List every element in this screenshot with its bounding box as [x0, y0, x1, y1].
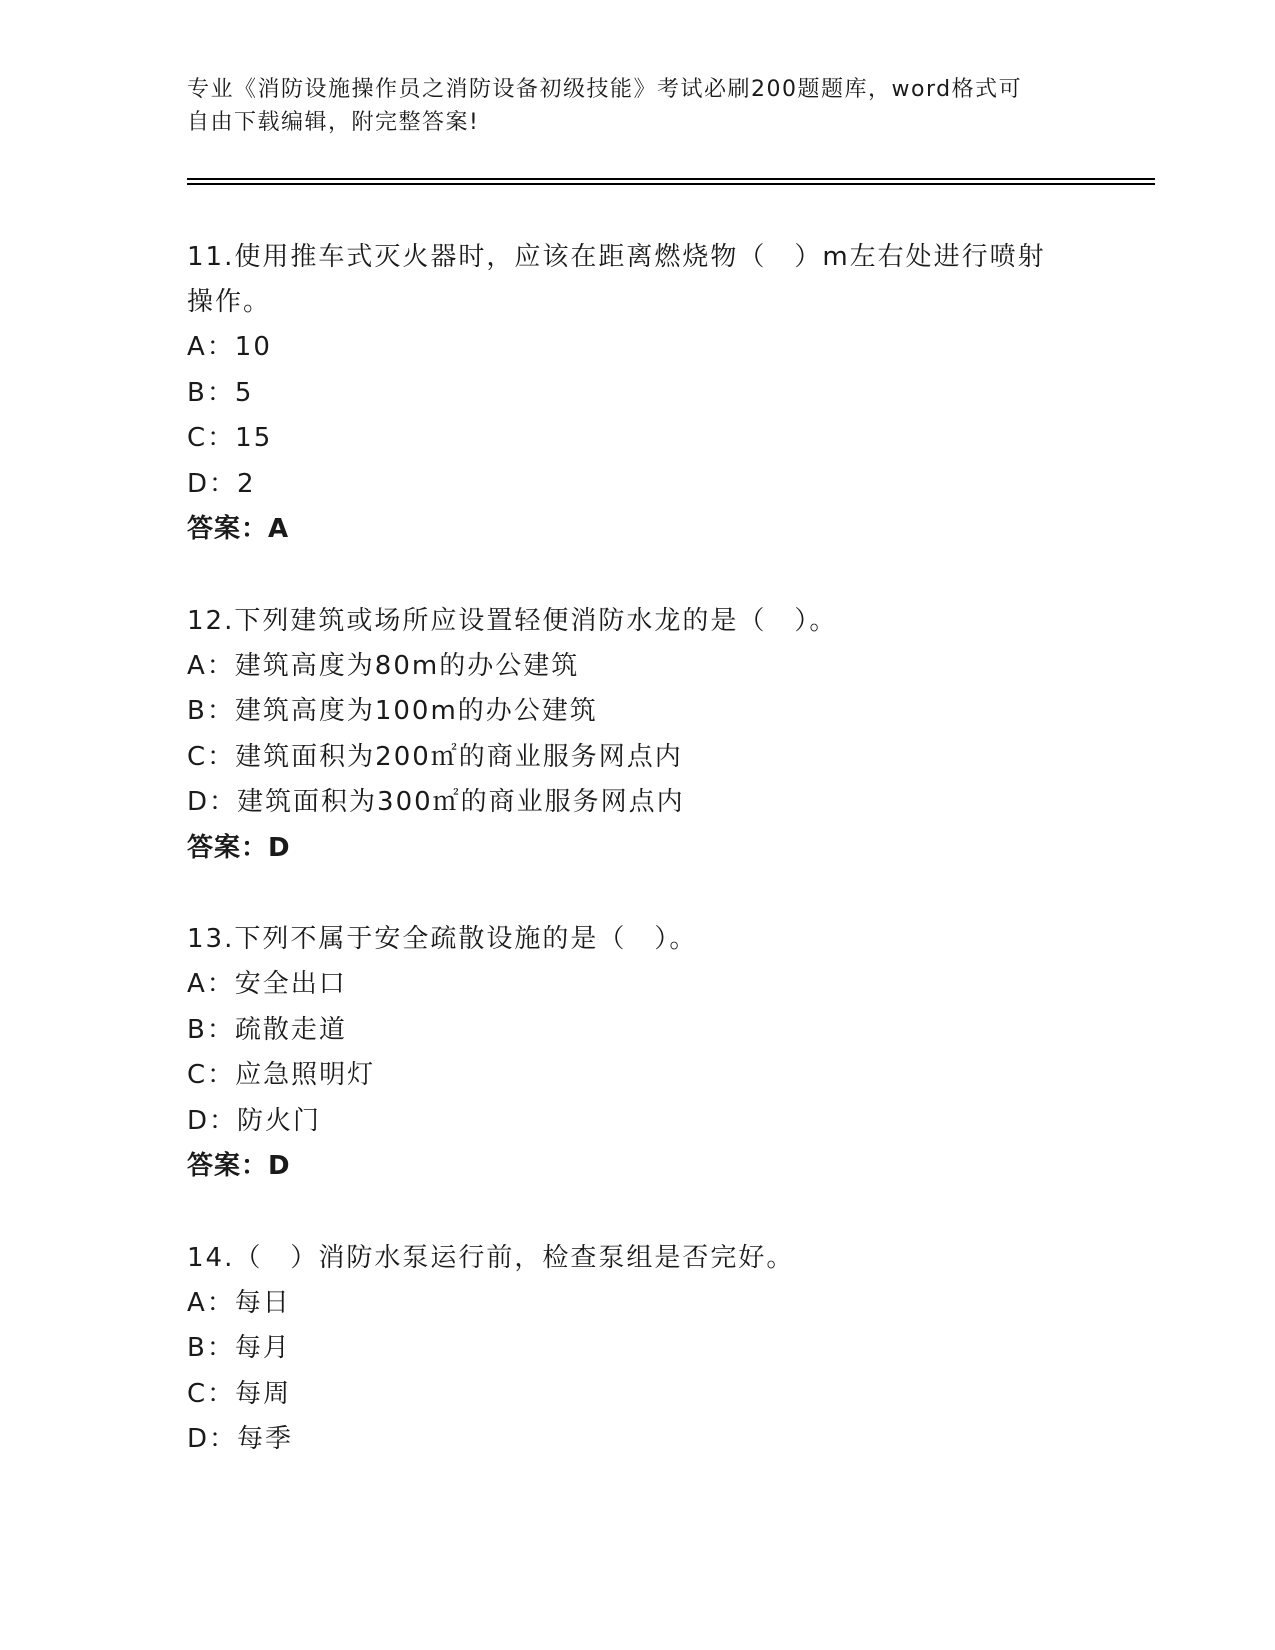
question-11	[187, 235, 1087, 553]
option-a: A：建筑高度为80m的办公建筑	[187, 650, 580, 681]
header-line-2: 自由下载编辑，附完整答案!	[187, 110, 480, 135]
answer: 答案：D	[187, 1151, 291, 1181]
option-b: B：5	[187, 377, 254, 408]
question-stem: 11.使用推车式灭火器时，应该在距离燃烧物（ ）m左右处进行喷射	[187, 242, 1046, 272]
question-12	[187, 599, 1087, 872]
option-c: C：每周	[187, 1378, 292, 1409]
option-d: D：防火门	[187, 1105, 322, 1136]
question-13	[187, 917, 1087, 1190]
option-d: D：2	[187, 468, 256, 499]
header-divider-bottom	[187, 183, 1155, 185]
answer: 答案：D	[187, 832, 291, 863]
document-header	[187, 73, 1087, 139]
option-d: D：每季	[187, 1424, 294, 1454]
question-stem: 13.下列不属于安全疏散设施的是（ ）。	[187, 924, 698, 954]
question-stem: 12.下列建筑或场所应设置轻便消防水龙的是（ ）。	[187, 605, 838, 636]
option-b: B：每月	[187, 1333, 291, 1363]
question-list	[187, 235, 1087, 1509]
option-a: A：10	[187, 332, 272, 362]
question-14	[187, 1236, 1087, 1463]
option-b: B：疏散走道	[187, 1014, 347, 1045]
option-b: B：建筑高度为100m的办公建筑	[187, 696, 598, 726]
header-line-1: 专业《消防设施操作员之消防设备初级技能》考试必刷200题题库，word格式可	[187, 77, 1023, 102]
option-a: A：每日	[187, 1287, 291, 1318]
option-c: C：建筑面积为200㎡的商业服务网点内	[187, 741, 683, 772]
header-divider-top	[187, 178, 1155, 180]
answer: 答案：A	[187, 514, 290, 544]
question-stem: 14.（ ）消防水泵运行前，检查泵组是否完好。	[187, 1242, 795, 1273]
question-stem-continued: 操作。	[187, 287, 272, 317]
option-d: D：建筑面积为300㎡的商业服务网点内	[187, 787, 685, 817]
option-c: C：15	[187, 423, 273, 453]
option-c: C：应急照明灯	[187, 1060, 376, 1090]
option-a: A：安全出口	[187, 969, 347, 999]
